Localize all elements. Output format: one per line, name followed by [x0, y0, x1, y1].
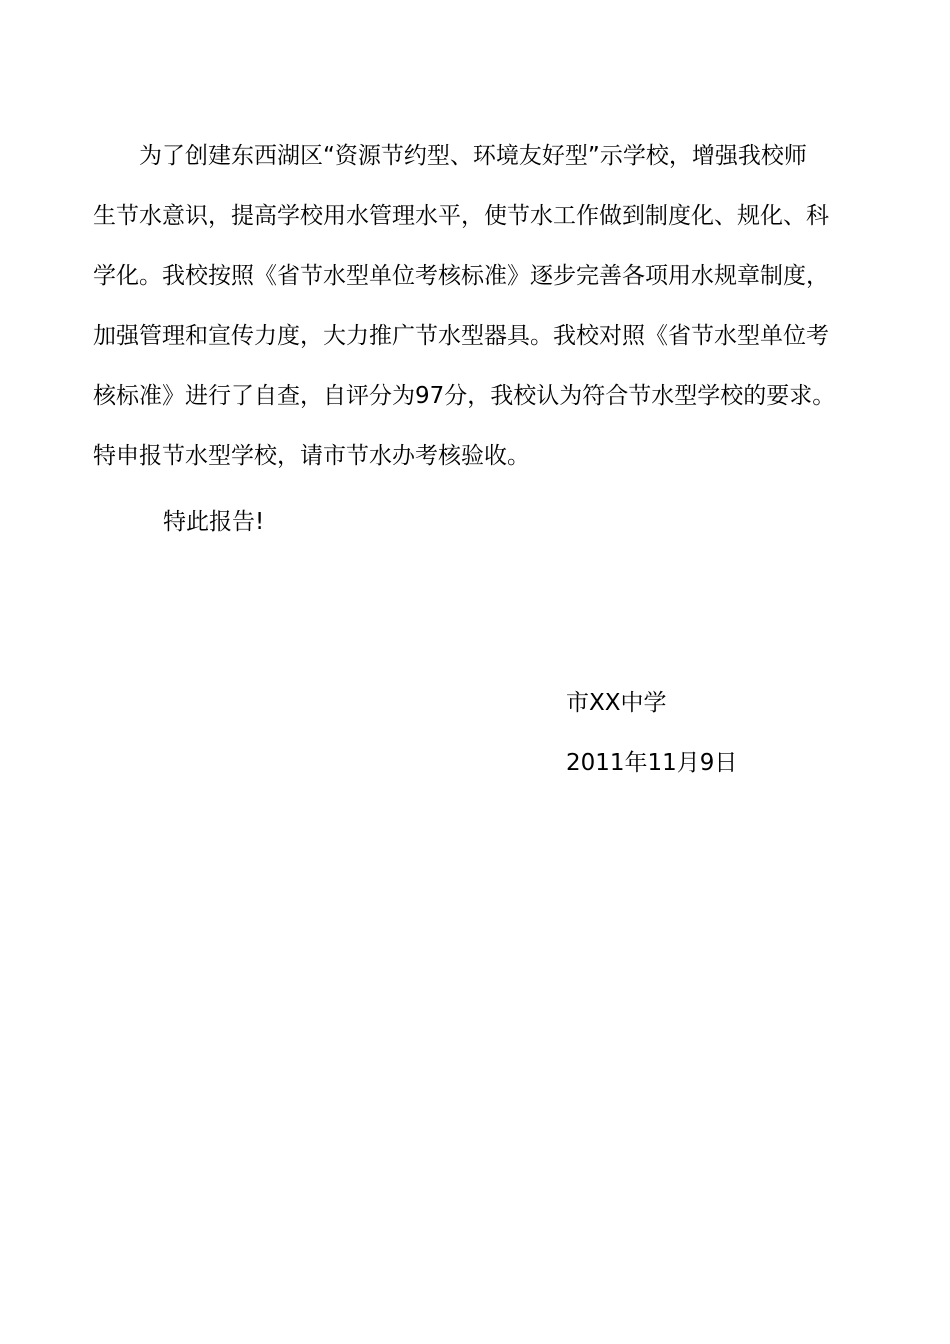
signature-date: 2011年11月9日	[566, 750, 738, 776]
signature-organization: 市XX中学	[566, 690, 667, 716]
paragraph-line: 学化。我校按照《省节水型单位考核标准》逐步完善各项用水规章制度，	[93, 263, 829, 289]
paragraph-line: 为了创建东西湖区“资源节约型、环境友好型”示学校，增强我校师	[139, 143, 807, 169]
paragraph-line: 生节水意识，提高学校用水管理水平，使节水工作做到制度化、规化、科	[93, 203, 829, 229]
paragraph-line: 核标准》进行了自查，自评分为97分，我校认为符合节水型学校的要求。	[93, 383, 836, 409]
paragraph-line: 加强管理和宣传力度，大力推广节水型器具。我校对照《省节水型单位考	[93, 323, 829, 349]
signature-block	[566, 673, 737, 793]
report-paragraph	[93, 126, 853, 486]
closing-statement: 特此报告!	[163, 509, 265, 535]
paragraph-line: 特申报节水型学校，请市节水办考核验收。	[93, 443, 530, 469]
